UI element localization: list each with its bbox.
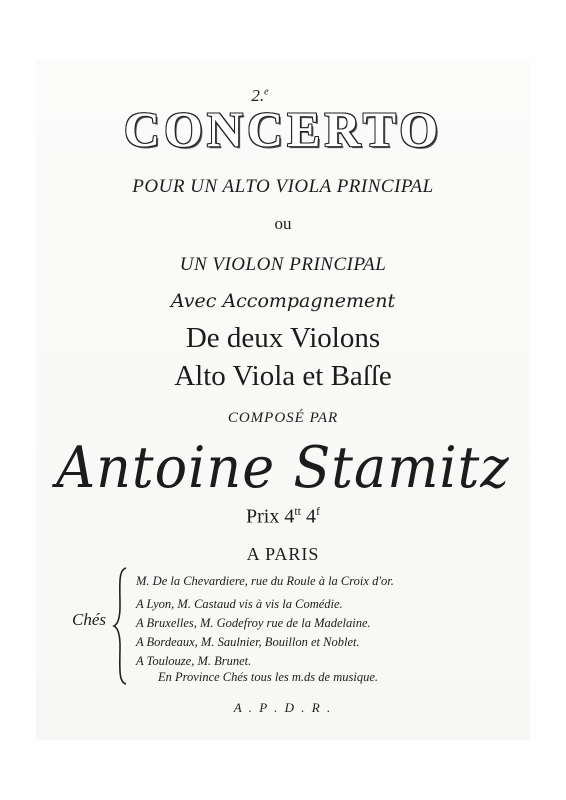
page-title: CONCERTO — [123, 101, 443, 157]
privilege-mark: A . P . D . R . — [233, 700, 333, 715]
subtitle-violin: UN VIOLON PRINCIPAL — [179, 254, 387, 275]
or-word: ou — [274, 214, 292, 233]
instruments-line-1: De deux Violons — [185, 322, 381, 354]
composed-by-label: COMPOSÉ PAR — [227, 410, 339, 426]
address-line: En Province Chés tous les m.ds de musique. — [158, 670, 378, 684]
address-line: A Bordeaux, M. Saulnier, Bouillon et Noblet. — [136, 635, 360, 649]
price-line: Prix $4^{tt}$ 4$^f$ — [245, 504, 320, 528]
curly-brace-icon — [112, 566, 128, 686]
ches-label: Chés — [72, 610, 106, 629]
subtitle-viola: POUR UN ALTO VIOLA PRINCIPAL — [132, 176, 434, 197]
city-label: A PARIS — [246, 544, 320, 564]
address-line: A Toulouze, M. Brunet. — [136, 654, 252, 668]
composer-name: Antoine Stamitz — [56, 434, 510, 501]
address-line: M. De la Chevardiere, rue du Roule à la Croix d'or. — [136, 574, 394, 588]
address-line: A Lyon, M. Castaud vis à vis la Comédie. — [136, 597, 343, 611]
address-line: A Bruxelles, M. Godefroy rue de la Madelaine. — [136, 616, 371, 630]
accompaniment-line: Avec Accompagnement — [170, 290, 396, 312]
instruments-line-2: Alto Viola et Baſſe — [174, 360, 392, 392]
concerto-number: 2.$^e$ — [251, 86, 269, 105]
